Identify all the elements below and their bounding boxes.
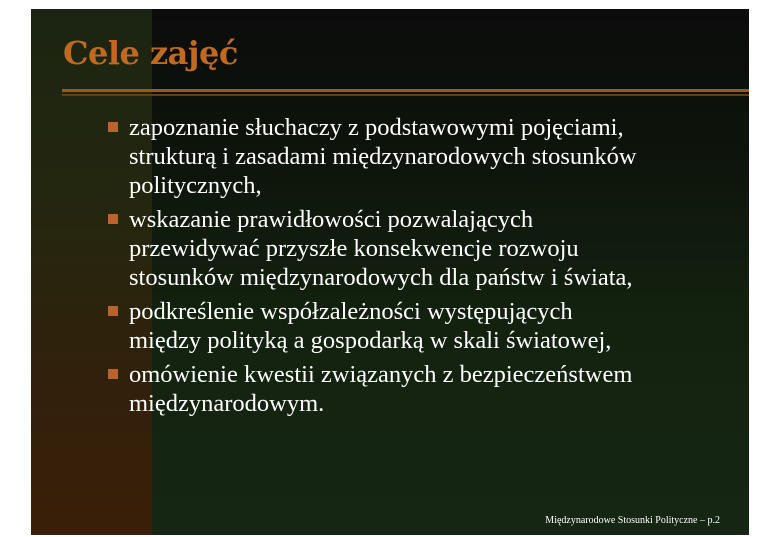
square-bullet-icon: [108, 369, 118, 379]
square-bullet-icon: [108, 214, 118, 224]
bullet-list: [107, 113, 737, 423]
title-underline-rule-secondary: [62, 94, 749, 96]
slide-title: Cele zajęć: [63, 34, 238, 72]
bullet-item: [107, 205, 737, 292]
bullet-line: zapoznanie słuchaczy z podstawowymi pojęciami,: [129, 114, 624, 141]
square-bullet-icon: [108, 306, 118, 316]
bullet-line: przewidywać przyszłe konsekwencje rozwoju: [129, 235, 579, 262]
bullet-line: wskazanie prawidłowości pozwalających: [129, 206, 534, 233]
bullet-line: między polityką a gospodarką w skali światowej,: [129, 327, 612, 354]
title-underline-rule: [62, 89, 749, 92]
bullet-item: [107, 113, 737, 200]
square-bullet-icon: [108, 122, 118, 132]
bullet-line: omówienie kwestii związanych z bezpieczeństwem: [129, 361, 633, 388]
slide-footer: Międzynarodowe Stosunki Polityczne – p.2: [545, 515, 720, 526]
bullet-line: politycznych,: [129, 172, 262, 199]
bullet-line: międzynarodowym.: [129, 390, 325, 417]
bullet-line: strukturą i zasadami międzynarodowych stosunków: [129, 143, 637, 170]
slide: [31, 9, 749, 535]
bullet-line: podkreślenie współzależności występujących: [129, 298, 573, 325]
bullet-item: [107, 297, 737, 355]
bullet-item: [107, 360, 737, 418]
bullet-line: stosunków międzynarodowych dla państw i świata,: [129, 264, 633, 291]
